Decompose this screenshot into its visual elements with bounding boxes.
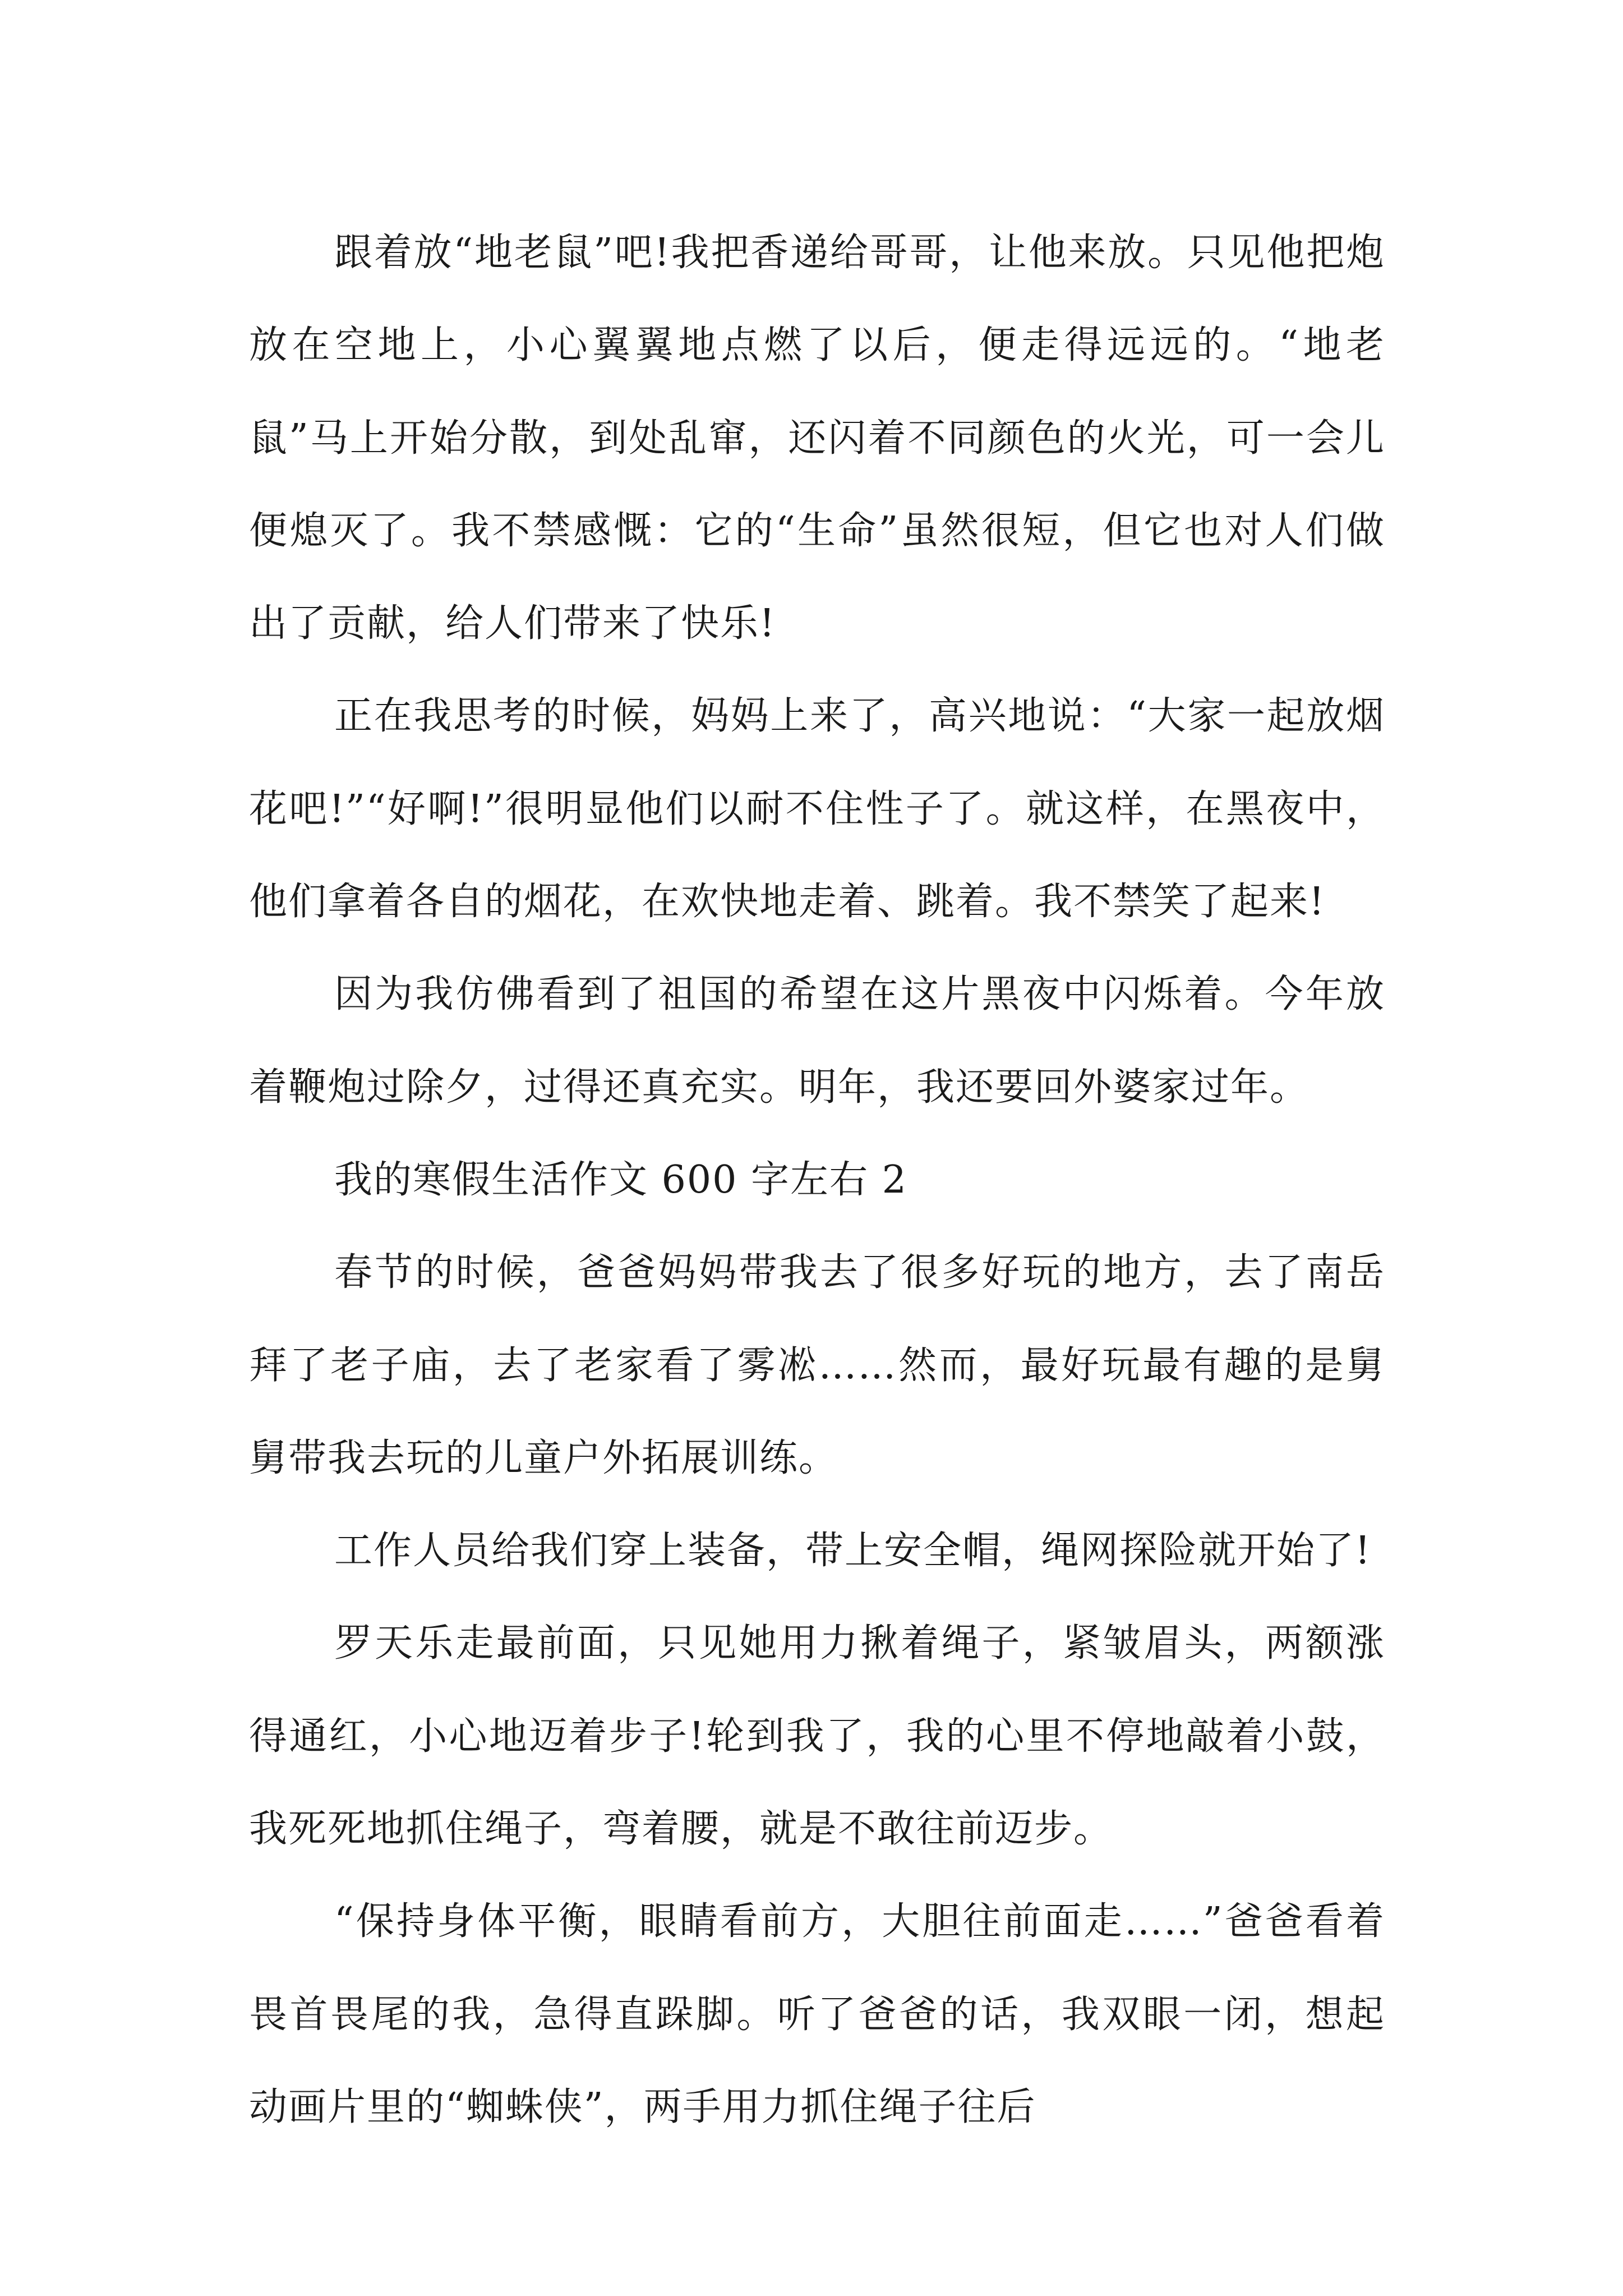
paragraph-firecracker: 跟着放“地老鼠”吧!我把香递给哥哥，让他来放。只见他把炮放在空地上，小心翼翼地点燃了以后，便走得远远的。“地老鼠”马上开始分散，到处乱窜，还闪着不同颜色的火光，可一会儿便熄灭了。我不禁感慨：它的“生命”虽然很短，但它也对人们做出了贡献，给人们带来了快乐! bbox=[249, 231, 1385, 646]
paragraph-equipment: 工作人员给我们穿上装备，带上安全帽，绳网探险就开始了! bbox=[334, 1529, 1372, 1573]
paragraph-rope-net: 罗天乐走最前面，只见她用力揪着绳子，紧皱眉头，两额涨得通红，小心地迈着步子!轮到我了，我的心里不停地敲着小鼓，我死死地抓住绳子，弯着腰，就是不敢往前迈步。 bbox=[249, 1621, 1385, 1852]
paragraph-hope: 因为我仿佛看到了祖国的希望在这片黑夜中闪烁着。今年放着鞭炮过除夕，过得还真充实。明年，我还要回外婆家过年。 bbox=[249, 972, 1385, 1110]
paragraph-balance: “保持身体平衡，眼睛看前方，大胆往前面走……”爸爸看着畏首畏尾的我，急得直跺脚。听了爸爸的话，我双眼一闭，想起动画片里的“蜘蛛侠”，两手用力抓住绳子往后 bbox=[249, 1899, 1385, 2129]
document-body bbox=[249, 206, 1385, 2154]
paragraph-fireworks: 正在我思考的时候，妈妈上来了，高兴地说：“大家一起放烟花吧!”“好啊!”很明显他们以耐不住性子了。就这样，在黑夜中，他们拿着各自的烟花，在欢快地走着、跳着。我不禁笑了起来! bbox=[249, 694, 1385, 924]
essay-heading: 我的寒假生活作文 600 字左右 2 bbox=[334, 1157, 907, 1202]
paragraph-spring-festival: 春节的时候，爸爸妈妈带我去了很多好玩的地方，去了南岳拜了老子庙，去了老家看了雾凇……然而，最好玩最有趣的是舅舅带我去玩的儿童户外拓展训练。 bbox=[249, 1250, 1385, 1480]
